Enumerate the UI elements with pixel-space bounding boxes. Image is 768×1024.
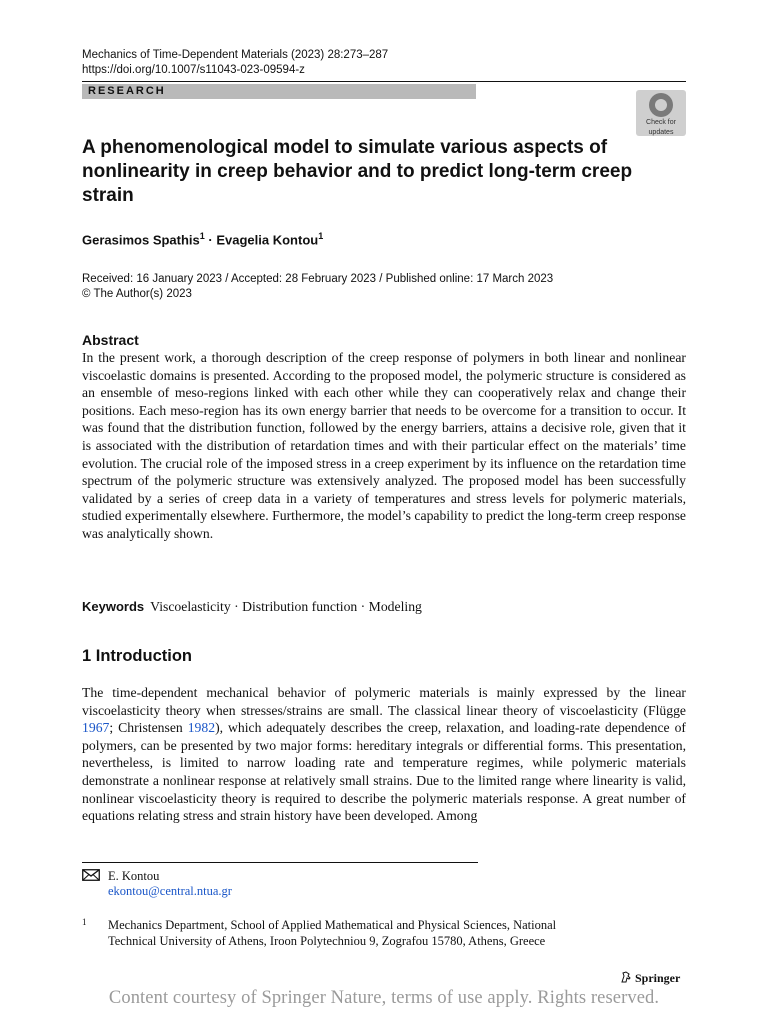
abstract-text: In the present work, a thorough description of the creep response of polymers in both linear and nonlinear viscoelastic domains is presented. According to the proposed model, the polymeric structure is considered as an ensemble of meso-regions linked with each other while they can cooperatively relax and change their positions. Each meso-region has its own energy barrier that needs to be overcome for a transition to occur. It was found that the distribution function, followed by the energy barriers, attains a decisive role, given that it is associated with the distribution of retardation times and with their particular effect on the materials’ time evolution. The crucial role of the imposed stress in a creep experiment by its influence on the retardation time spectrum of the polymeric structure was extensively analyzed. The proposed model has been successfully validated by a series of creep data in a variety of temperatures and stress levels for polymeric materials, studied experimentally elsewhere. Furthermore, the model’s capability to predict the long-term creep response was analytically shown. <box>82 350 686 541</box>
header-rule <box>82 81 686 82</box>
email-link[interactable]: ekontou@central.ntua.gr <box>108 884 232 898</box>
badge-text-1: Check for <box>646 119 676 126</box>
springer-horse-icon <box>620 971 632 983</box>
abstract-heading: Abstract <box>82 332 139 348</box>
section-label: RESEARCH <box>82 84 476 99</box>
affiliation-number: 1 <box>82 917 87 927</box>
author-2[interactable]: Evagelia Kontou <box>216 232 319 248</box>
keywords-label: Keywords <box>82 599 145 614</box>
journal-citation <box>82 48 388 78</box>
author-list <box>82 231 323 247</box>
intro-part-3: ), which adequately describes the creep, relaxation, and loading-rate dependence of polymers, can be presented by two major forms: hereditary integrals or differential forms. This presentation, nevertheless, is limited to narrow loading rate and temperature regimes, while polymeric materials demonstrate a nonlinear response at relatively small strains. Due to the limited range where linearity is valid, nonlinear viscoelasticity theory is required to describe the polymeric materials response. A great number of equations relating stress and strain history have been developed. Among <box>82 720 686 824</box>
journal-line: Mechanics of Time-Dependent Materials (2023) 28:273–287 <box>82 49 389 61</box>
publisher-logo <box>620 971 680 986</box>
publication-info <box>82 272 553 302</box>
author-1[interactable]: Gerasimos Spathis <box>82 232 200 248</box>
keywords-values: Viscoelasticity · Distribution function · Modeling <box>150 599 422 614</box>
article-title: A phenomenological model to simulate various aspects of nonlinearity in creep behavior and to predict long-term creep strain <box>82 137 633 206</box>
doi-link[interactable]: https://doi.org/10.1007/s11043-023-09594-z <box>82 64 305 76</box>
footnote-rule <box>82 862 478 863</box>
affiliation-line-2: Technical University of Athens, Iroon Polytechniou 9, Zografou 15780, Athens, Greece <box>108 933 546 948</box>
badge-text-2: updates <box>648 129 674 136</box>
publication-dates: Received: 16 January 2023 / Accepted: 28 February 2023 / Published online: 17 March 2023 <box>82 273 554 285</box>
copyright: © The Author(s) 2023 <box>82 288 192 300</box>
check-for-updates-badge[interactable] <box>636 90 686 136</box>
corresponding-author: E. Kontou <box>108 869 160 883</box>
courtesy-notice: Content courtesy of Springer Nature, terms of use apply. Rights reserved. <box>108 988 660 1008</box>
section-heading-introduction: 1 Introduction <box>82 647 192 665</box>
check-updates-icon <box>649 93 673 117</box>
intro-part-1: The time-dependent mechanical behavior of polymeric materials is mainly expressed by the linear viscoelasticity theory when stresses/strains are small. The classical linear theory of viscoelasticity (Flügge <box>82 685 686 718</box>
affiliation <box>108 918 668 949</box>
intro-part-2: ; Christensen <box>109 720 188 736</box>
keywords <box>82 598 422 615</box>
introduction-text <box>82 684 686 825</box>
citation-link-1967[interactable]: 1967 <box>82 720 110 736</box>
publisher-name: Springer <box>635 971 681 985</box>
author-2-affiliation: 1 <box>318 231 324 241</box>
citation-link-1982[interactable]: 1982 <box>187 720 216 736</box>
author-1-affiliation: 1 <box>199 231 205 241</box>
affiliation-line-1: Mechanics Department, School of Applied Mathematical and Physical Sciences, National <box>108 918 557 932</box>
author-separator: · <box>204 232 217 248</box>
envelope-icon <box>82 869 100 881</box>
